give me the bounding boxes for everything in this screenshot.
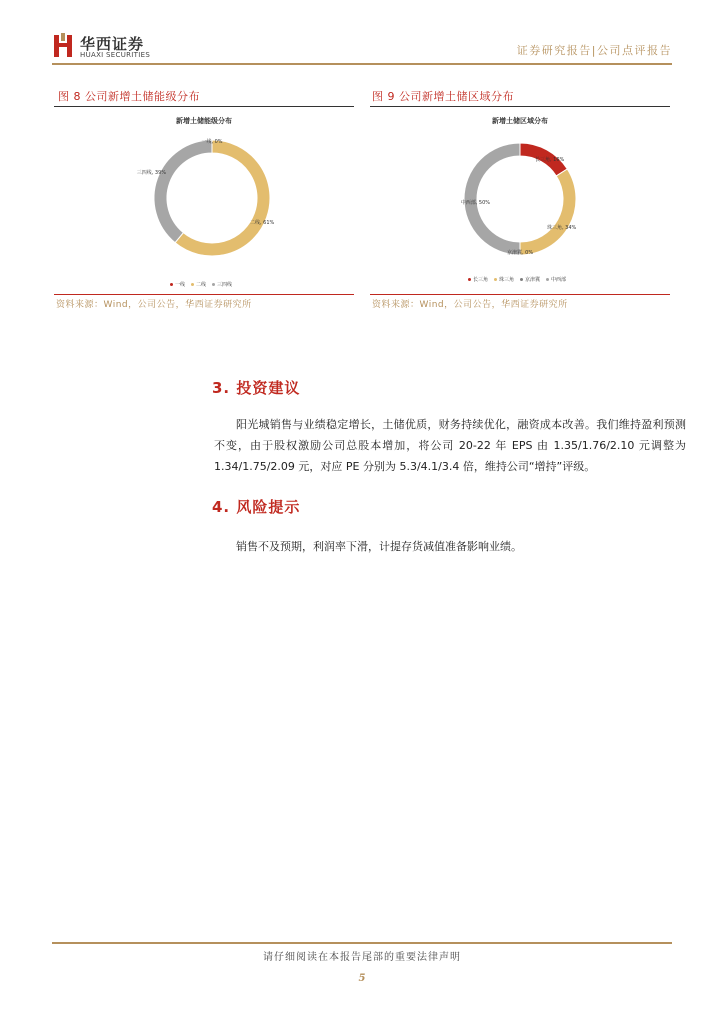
donut-slice-2	[154, 140, 212, 243]
legend-item-1	[494, 277, 514, 283]
figure-9-donut-chart	[370, 126, 670, 271]
legend-item-3	[546, 277, 566, 283]
donut-slice-3	[464, 143, 520, 255]
legend-label-1: 二线	[195, 282, 206, 288]
legend-label-0: 长三角	[472, 277, 488, 283]
legend-swatch-2	[212, 283, 215, 286]
data-label-1: 二线, 61%	[250, 220, 275, 226]
logo-text-en: HUAXI SECURITIES	[80, 51, 151, 59]
donut-slice-1	[520, 169, 576, 255]
legend-item-2	[212, 282, 232, 288]
legal-notice: 请仔细阅读在本报告尾部的重要法律声明	[263, 952, 461, 963]
figure-9-bottom-rule	[370, 294, 670, 295]
legend-item-0	[468, 277, 488, 283]
legend-swatch-1	[191, 283, 194, 286]
legend-label-3: 中西部	[551, 277, 567, 283]
legend-item-2	[520, 277, 540, 283]
figure-8-source: 资料来源：Wind，公司公告，华西证券研究所	[56, 300, 252, 310]
legend-item-0	[170, 282, 185, 288]
legend-swatch-1	[494, 278, 497, 281]
figure-8-caption: 图 8 公司新增土储能级分布	[58, 90, 200, 103]
legend-label-2: 京津冀	[525, 277, 541, 283]
footer-divider	[52, 942, 672, 944]
data-label-2: 京津冀, 0%	[507, 250, 534, 256]
legend-label-0: 一线	[174, 282, 185, 288]
huaxi-logo-icon	[54, 33, 72, 57]
figure-8-chart-title: 新增土储能级分布	[176, 117, 232, 125]
section-heading-risk: 4. 风险提示	[212, 498, 301, 516]
legend-label-2: 三四线	[217, 282, 233, 288]
legend-label-1: 珠三角	[498, 277, 514, 283]
investment-paragraph: 阳光城销售与业绩稳定增长，土储优质，财务持续优化，融资成本改善。我们维持盈利预测不变，由于股权激励公司总股本增加，将公司 20-22 年 EPS 由 1.35/1.76/2.10 元调整为 1.34/1.75/2.09 元，对应 PE 分别为 5.3/4.1/3.4 倍，维持公司“增持”评级。	[214, 418, 686, 473]
report-type-header: 证券研究报告|公司点评报告	[516, 44, 672, 57]
section-heading-investment: 3. 投资建议	[212, 379, 301, 397]
figure-9-source: 资料来源：Wind，公司公告，华西证券研究所	[372, 300, 568, 310]
figure-9-chart-title: 新增土储区域分布	[492, 117, 548, 125]
data-label-0: 长三角, 16%	[535, 157, 565, 163]
risk-paragraph: 销售不及预期，利润率下滑，计提存货减值准备影响业绩。	[236, 540, 522, 553]
figure-8-donut-chart	[54, 126, 354, 276]
legend-swatch-2	[520, 278, 523, 281]
data-label-0: 一线, 0%	[201, 139, 223, 145]
legend-item-1	[191, 282, 206, 288]
data-label-2: 三四线, 39%	[136, 170, 166, 176]
figure-9-caption: 图 9 公司新增土储区域分布	[372, 90, 514, 103]
figure-8-legend	[54, 281, 354, 288]
header-divider	[52, 63, 672, 65]
legend-swatch-0	[170, 283, 173, 286]
legend-swatch-0	[468, 278, 471, 281]
logo-text-cn: 华西证券	[80, 35, 145, 53]
figure-8-bottom-rule	[54, 294, 354, 295]
figure-9-legend	[370, 276, 670, 283]
figure-9-top-rule	[370, 106, 670, 107]
page-number: 5	[358, 973, 366, 984]
legend-swatch-3	[546, 278, 549, 281]
data-label-1: 珠三角, 34%	[547, 225, 577, 231]
data-label-3: 中西部, 50%	[460, 200, 490, 206]
figure-8-top-rule	[54, 106, 354, 107]
